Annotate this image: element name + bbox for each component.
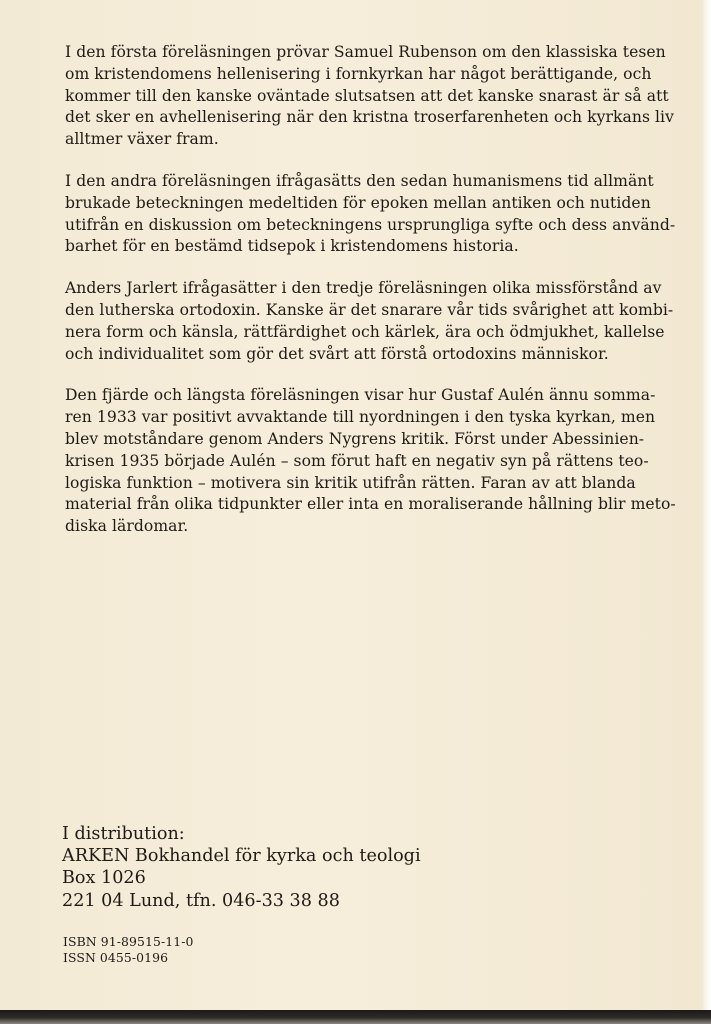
- scan-border-bottom: [0, 1010, 711, 1024]
- text-line: logiska funktion – motivera sin kritik utifrån rätten. Faran av att blanda: [65, 473, 636, 492]
- publisher-name: ARKEN Bokhandel för kyrka och teologi: [62, 846, 421, 867]
- page-edge-right: [701, 0, 711, 1024]
- text-line: den lutherska ortodoxin. Kanske är det snarare vår tids svårighet att kombi-: [65, 300, 674, 319]
- publication-identifiers: [63, 934, 263, 966]
- text-line: det sker en avhellenisering när den kristna troserfarenheten och kyrkans liv: [65, 108, 674, 127]
- text-line: barhet för en bestämd tidsepok i kristendomens historia.: [65, 237, 519, 256]
- distribution-info: [62, 823, 422, 912]
- text-line: om kristendomens hellenisering i fornkyrkan har något berättigande, och: [65, 64, 652, 83]
- paragraph-fourth-lecture: [65, 385, 676, 538]
- paragraph-third-lecture: [65, 278, 674, 365]
- distribution-heading: I distribution:: [62, 824, 185, 844]
- issn-number: ISSN 0455-0196: [63, 950, 169, 965]
- text-line: utifrån en diskussion om beteckningens ursprungliga syfte och dess använd-: [65, 215, 676, 234]
- address-phone: 221 04 Lund, tfn. 046-33 38 88: [62, 890, 340, 911]
- text-line: och individualitet som gör det svårt att förstå ortodoxins människor.: [65, 344, 609, 363]
- text-line: I den första föreläsningen prövar Samuel Rubenson om den klassiska tesen: [65, 43, 666, 61]
- paragraph-first-lecture: [65, 42, 674, 151]
- isbn-number: ISBN 91-89515-11-0: [63, 934, 194, 949]
- text-line: blev motståndare genom Anders Nygrens kritik. Först under Abessinien-: [65, 429, 645, 448]
- text-line: brukade beteckningen medeltiden för epoken mellan antiken och nutiden: [65, 193, 651, 212]
- text-line: material från olika tidpunkter eller inta en moraliserande hållning blir meto-: [65, 495, 676, 514]
- text-line: Anders Jarlert ifrågasätter i den tredje föreläsningen olika missförstånd av: [65, 279, 662, 298]
- text-line: I den andra föreläsningen ifrågasätts den sedan humanismens tid allmänt: [65, 171, 654, 190]
- paragraph-second-lecture: [65, 171, 676, 258]
- text-line: Den fjärde och längsta föreläsningen visar hur Gustaf Aulén ännu somma-: [65, 386, 656, 405]
- text-line: kommer till den kanske oväntade slutsatsen att det kanske snarast är så att: [65, 86, 669, 105]
- text-line: diska lärdomar.: [65, 517, 189, 536]
- text-line: nera form och känsla, rättfärdighet och kärlek, ära och ödmjukhet, kallelse: [65, 322, 665, 341]
- text-line: ren 1933 var positivt avvaktande till nyordningen i den tyska kyrkan, men: [65, 408, 656, 427]
- description-text: [65, 42, 676, 558]
- text-line: krisen 1935 började Aulén – som förut haft en negativ syn på rättens teo-: [65, 451, 649, 470]
- postal-box: Box 1026: [62, 868, 146, 889]
- text-line: alltmer växer fram.: [65, 130, 219, 149]
